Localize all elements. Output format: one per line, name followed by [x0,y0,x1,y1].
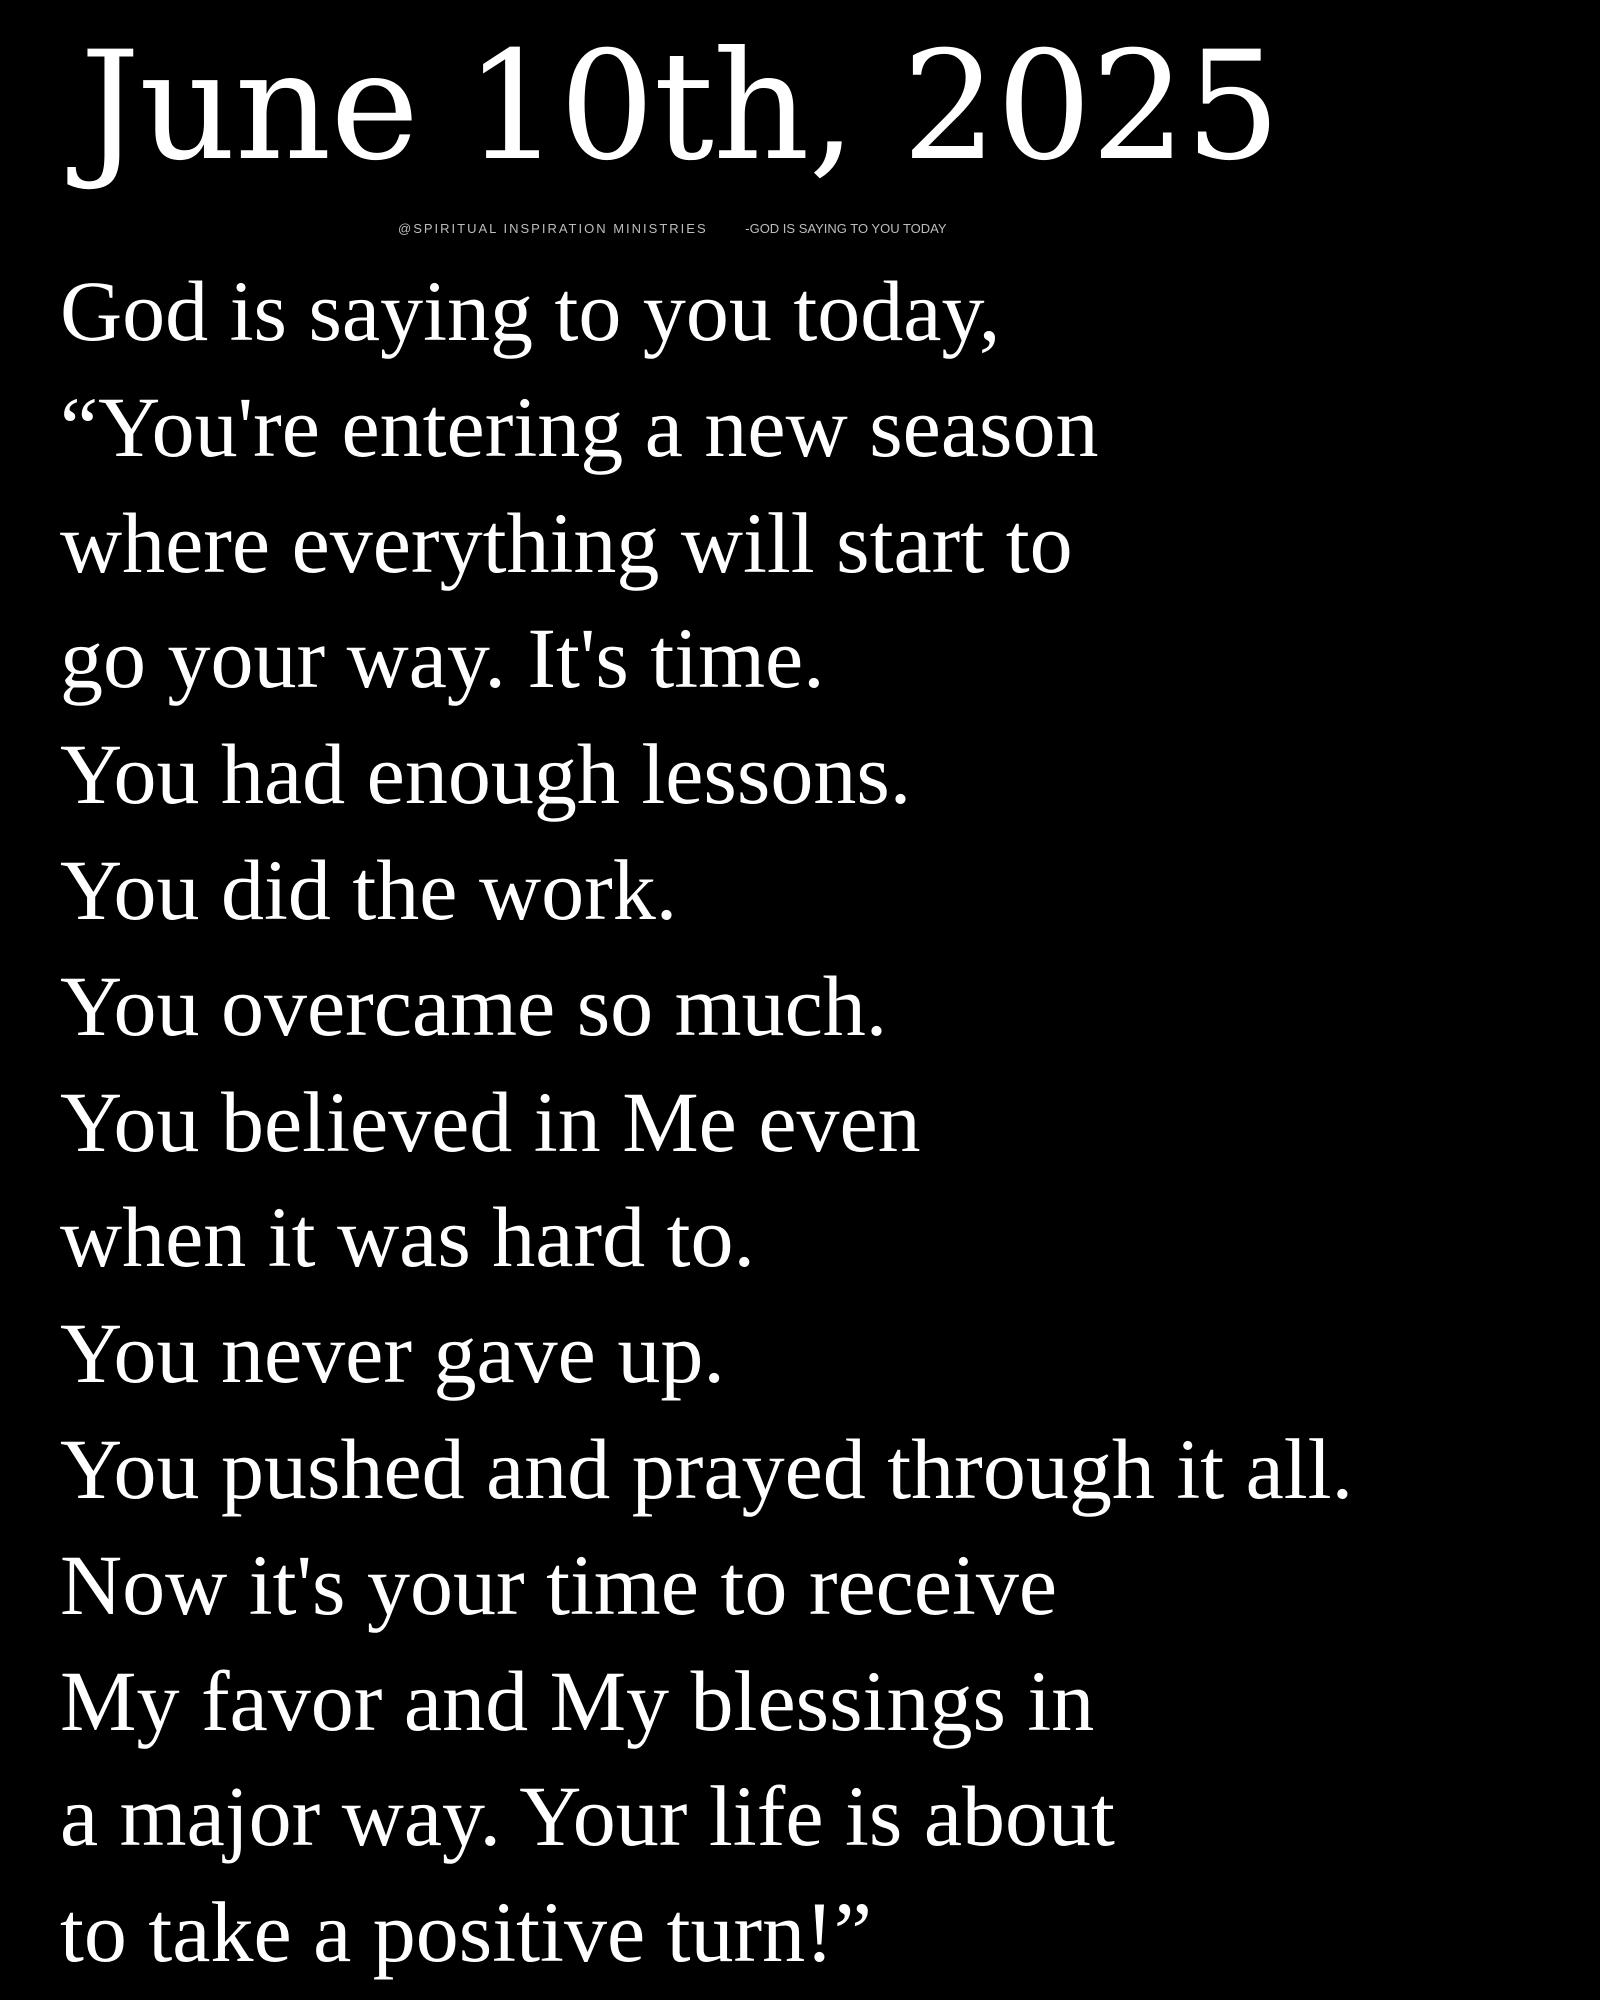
message-line: when it was hard to. [60,1189,756,1286]
message-body [60,254,1590,1991]
message-line: “You're entering a new season [60,378,1099,475]
series-tag: -GOD IS SAYING TO YOU TODAY [745,221,947,236]
message-line: You believed in Me even [60,1073,921,1170]
message-line: You pushed and prayed through it all. [60,1420,1354,1517]
message-line: You did the work. [60,841,678,938]
message-line: You had enough lessons. [60,726,912,823]
message-line: where everything will start to [60,494,1073,591]
credits-line [398,220,947,238]
message-line: God is saying to you today, [60,263,1001,359]
message-line: My favor and My blessings in [60,1652,1095,1749]
message-line: a major way. Your life is about [60,1768,1115,1865]
date-title: June 10th, 2025 [80,20,1280,194]
message-line: to take a positive turn!” [60,1884,872,1981]
message-line: go your way. It's time. [60,610,825,707]
message-line: You overcame so much. [60,957,888,1054]
message-line: You never gave up. [60,1305,725,1402]
message-line: Now it's your time to receive [60,1536,1058,1633]
ministry-handle: @SPIRITUAL INSPIRATION MINISTRIES [398,221,708,236]
